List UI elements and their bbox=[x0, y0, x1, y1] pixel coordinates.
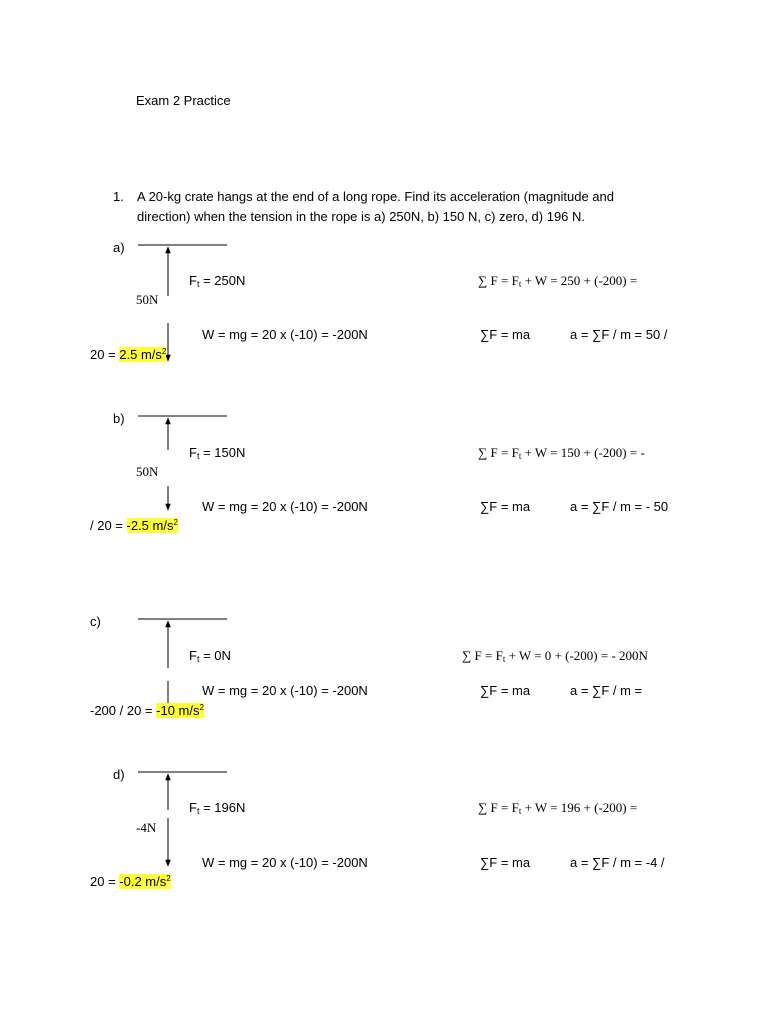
part-c-net-force-sum: ∑ $F = F_t + W = 0 + (-200)$ = - 200N bbox=[462, 648, 648, 664]
part-d-weight: W = mg = 20 x (-10) = -200N bbox=[202, 855, 368, 870]
part-b-newton-law: ∑F = ma bbox=[480, 499, 531, 514]
part-d-result: 20 = -0.2 $m/s^2$ bbox=[90, 874, 171, 889]
problem-text-line-1: A 20-kg crate hangs at the end of a long rope. Find its acceleration (magnitude and bbox=[137, 189, 614, 204]
part-a-weight: W = mg = 20 x (-10) = -200N bbox=[202, 327, 368, 342]
part-a-result: 20 = 2.5 $m/s^2$ bbox=[90, 347, 167, 362]
diagram-d bbox=[138, 772, 227, 866]
part-d-net-force-sum: ∑ $F = F_t + W = 196 + (-200)$ = bbox=[478, 800, 638, 816]
part-a-newton-law: ∑F = ma bbox=[480, 327, 531, 342]
page-title: Exam 2 Practice bbox=[136, 93, 231, 108]
part-b-net-force-sum: ∑ $F = F_t + W = 150 + (-200)$ = - bbox=[478, 445, 645, 461]
part-c-newton-law: ∑F = ma bbox=[480, 683, 531, 698]
part-d-acceleration: a = ∑F / m = -4 / bbox=[570, 855, 665, 870]
part-a-label: a) bbox=[113, 240, 125, 255]
part-a-answer: 2.5 $m/s^2$ bbox=[119, 347, 167, 362]
part-c-tension: $F_t = 0N$ bbox=[189, 648, 231, 664]
part-b-result: / 20 = -2.5 $m/s^2$ bbox=[90, 518, 178, 533]
part-b-tension: $F_t = 150N$ bbox=[189, 445, 246, 461]
problem-text-line-2: direction) when the tension in the rope is a) 250N, b) 150 N, c) zero, d) 196 N. bbox=[137, 209, 586, 224]
part-c-result: -200 / 20 = -10 $m/s^2$ bbox=[90, 703, 204, 718]
part-d-newton-law: ∑F = ma bbox=[480, 855, 531, 870]
part-a-acceleration: a = ∑F / m = 50 / bbox=[570, 327, 668, 342]
part-a-tension: $F_t = 250N$ bbox=[189, 273, 246, 289]
part-b-acceleration: a = ∑F / m = - 50 bbox=[570, 499, 669, 514]
part-d-answer: -0.2 $m/s^2$ bbox=[119, 874, 171, 889]
part-c-label: c) bbox=[90, 614, 101, 629]
part-d-net-force-label: -4N bbox=[136, 820, 157, 835]
part-b-answer: -2.5 $m/s^2$ bbox=[126, 518, 178, 533]
part-d-label: d) bbox=[113, 767, 125, 782]
part-b-weight: W = mg = 20 x (-10) = -200N bbox=[202, 499, 368, 514]
part-a-net-force-label: 50N bbox=[136, 292, 159, 307]
part-c-acceleration: a = ∑F / m = bbox=[570, 683, 643, 698]
part-b-net-force-label: 50N bbox=[136, 464, 159, 479]
part-a-net-force-sum: ∑ $F = F_t + W = 250 + (-200)$ = bbox=[478, 273, 638, 289]
part-d-tension: $F_t = 196N$ bbox=[189, 800, 246, 816]
problem-number: 1. bbox=[113, 189, 124, 204]
part-c-weight: W = mg = 20 x (-10) = -200N bbox=[202, 683, 368, 698]
part-c-answer: -10 $m/s^2$ bbox=[156, 703, 204, 718]
diagram-b bbox=[138, 416, 227, 510]
part-b-label: b) bbox=[113, 411, 125, 426]
